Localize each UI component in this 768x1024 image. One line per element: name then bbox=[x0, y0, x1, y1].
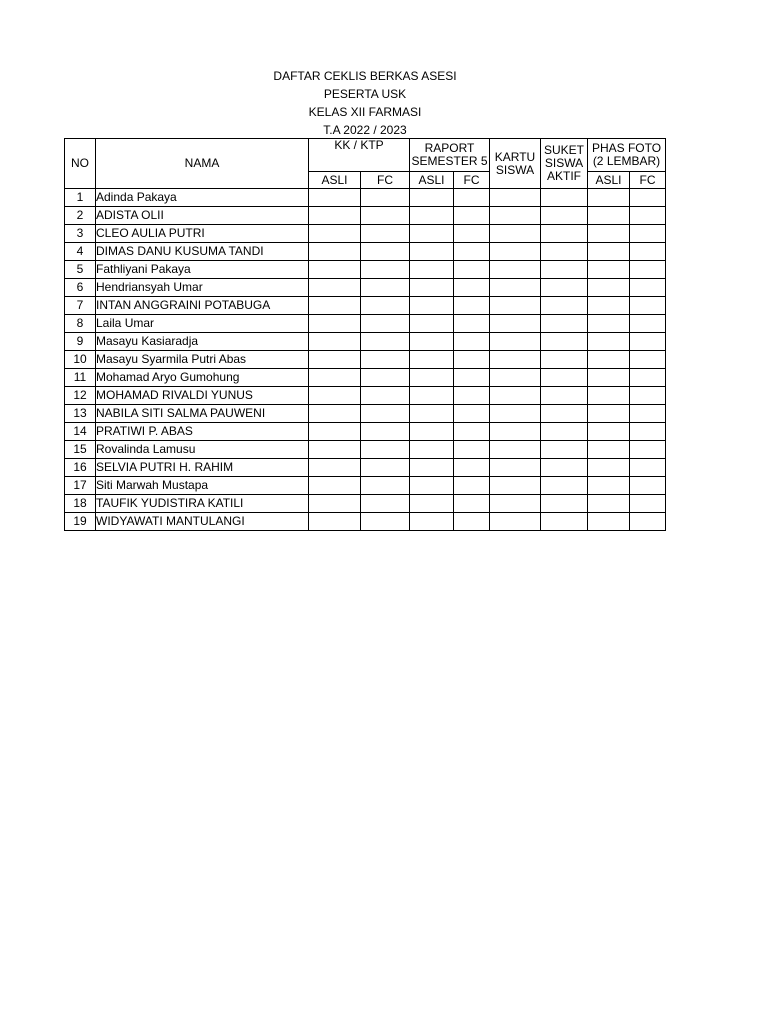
check-kk-asli[interactable] bbox=[309, 315, 361, 333]
header-kartu-siswa bbox=[490, 139, 541, 189]
title-line-4: T.A 2022 / 2023 bbox=[323, 123, 407, 137]
check-raport-asli[interactable] bbox=[410, 261, 454, 279]
check-raport-fc[interactable] bbox=[454, 225, 490, 243]
check-kk-asli[interactable] bbox=[309, 495, 361, 513]
check-raport-fc[interactable] bbox=[454, 405, 490, 423]
header-nama: NAMA bbox=[96, 139, 309, 189]
check-kartu-siswa[interactable] bbox=[490, 513, 541, 531]
check-suket-siswa-aktif[interactable] bbox=[541, 459, 588, 477]
row-number: 1 bbox=[65, 189, 96, 207]
check-raport-asli[interactable] bbox=[410, 189, 454, 207]
check-raport-asli[interactable] bbox=[410, 441, 454, 459]
header-kk-ktp-label: KK / KTP bbox=[334, 138, 384, 152]
check-kk-fc[interactable] bbox=[361, 495, 410, 513]
table-row bbox=[65, 369, 666, 387]
student-name: Rovalinda Lamusu bbox=[96, 441, 309, 459]
table-row bbox=[65, 513, 666, 531]
check-suket-siswa-aktif[interactable] bbox=[541, 261, 588, 279]
check-kartu-siswa[interactable] bbox=[490, 387, 541, 405]
subheader-kk-asli: ASLI bbox=[309, 172, 361, 189]
check-raport-fc[interactable] bbox=[454, 315, 490, 333]
checklist-table bbox=[64, 138, 666, 531]
title-line-1: DAFTAR CEKLIS BERKAS ASESI bbox=[273, 69, 457, 83]
table-row bbox=[65, 297, 666, 315]
check-phas-fc[interactable] bbox=[630, 405, 666, 423]
check-suket-siswa-aktif[interactable] bbox=[541, 297, 588, 315]
check-suket-siswa-aktif[interactable] bbox=[541, 477, 588, 495]
check-raport-asli[interactable] bbox=[410, 351, 454, 369]
student-name: NABILA SITI SALMA PAUWENI bbox=[96, 405, 309, 423]
student-name: Siti Marwah Mustapa bbox=[96, 477, 309, 495]
student-name: WIDYAWATI MANTULANGI bbox=[96, 513, 309, 531]
check-kartu-siswa[interactable] bbox=[490, 333, 541, 351]
check-phas-asli[interactable] bbox=[588, 261, 630, 279]
check-kk-fc[interactable] bbox=[361, 459, 410, 477]
row-number: 6 bbox=[65, 279, 96, 297]
check-kk-fc[interactable] bbox=[361, 297, 410, 315]
subheader-phas-asli: ASLI bbox=[588, 172, 630, 189]
check-kk-asli[interactable] bbox=[309, 459, 361, 477]
row-number: 14 bbox=[65, 423, 96, 441]
check-suket-siswa-aktif[interactable] bbox=[541, 225, 588, 243]
check-kk-asli[interactable] bbox=[309, 351, 361, 369]
header-no: NO bbox=[65, 139, 96, 189]
table-row bbox=[65, 351, 666, 369]
table-row bbox=[65, 423, 666, 441]
header-raport bbox=[410, 139, 490, 172]
check-phas-asli[interactable] bbox=[588, 351, 630, 369]
table-row bbox=[65, 495, 666, 513]
check-suket-siswa-aktif[interactable] bbox=[541, 351, 588, 369]
check-kk-asli[interactable] bbox=[309, 189, 361, 207]
check-phas-fc[interactable] bbox=[630, 369, 666, 387]
row-number: 17 bbox=[65, 477, 96, 495]
row-number: 8 bbox=[65, 315, 96, 333]
check-raport-fc[interactable] bbox=[454, 279, 490, 297]
student-name: SELVIA PUTRI H. RAHIM bbox=[96, 459, 309, 477]
check-kk-asli[interactable] bbox=[309, 225, 361, 243]
check-phas-asli[interactable] bbox=[588, 297, 630, 315]
row-number: 15 bbox=[65, 441, 96, 459]
check-phas-asli[interactable] bbox=[588, 513, 630, 531]
check-kk-fc[interactable] bbox=[361, 423, 410, 441]
student-name: Adinda Pakaya bbox=[96, 189, 309, 207]
check-phas-fc[interactable] bbox=[630, 279, 666, 297]
check-suket-siswa-aktif[interactable] bbox=[541, 315, 588, 333]
check-raport-fc[interactable] bbox=[454, 333, 490, 351]
check-raport-asli[interactable] bbox=[410, 459, 454, 477]
check-suket-siswa-aktif[interactable] bbox=[541, 189, 588, 207]
header-suket-line2: SISWA bbox=[544, 156, 584, 170]
check-raport-fc[interactable] bbox=[454, 459, 490, 477]
check-raport-asli[interactable] bbox=[410, 315, 454, 333]
check-suket-siswa-aktif[interactable] bbox=[541, 243, 588, 261]
check-suket-siswa-aktif[interactable] bbox=[541, 405, 588, 423]
student-name: Laila Umar bbox=[96, 315, 309, 333]
check-phas-asli[interactable] bbox=[588, 225, 630, 243]
check-kk-asli[interactable] bbox=[309, 513, 361, 531]
check-phas-asli[interactable] bbox=[588, 459, 630, 477]
header-suket-line3: AKTIF bbox=[546, 169, 581, 183]
check-kartu-siswa[interactable] bbox=[490, 189, 541, 207]
check-kartu-siswa[interactable] bbox=[490, 477, 541, 495]
check-kk-fc[interactable] bbox=[361, 513, 410, 531]
check-kk-asli[interactable] bbox=[309, 369, 361, 387]
header-kartu-line2: SISWA bbox=[495, 162, 535, 177]
check-kk-fc[interactable] bbox=[361, 477, 410, 495]
check-phas-fc[interactable] bbox=[630, 387, 666, 405]
check-phas-fc[interactable] bbox=[630, 477, 666, 495]
check-raport-asli[interactable] bbox=[410, 477, 454, 495]
check-raport-fc[interactable] bbox=[454, 387, 490, 405]
check-raport-asli[interactable] bbox=[410, 495, 454, 513]
check-kartu-siswa[interactable] bbox=[490, 243, 541, 261]
check-phas-fc[interactable] bbox=[630, 351, 666, 369]
check-phas-asli[interactable] bbox=[588, 387, 630, 405]
check-phas-fc[interactable] bbox=[630, 423, 666, 441]
row-number: 9 bbox=[65, 333, 96, 351]
check-kk-asli[interactable] bbox=[309, 207, 361, 225]
check-raport-asli[interactable] bbox=[410, 369, 454, 387]
check-phas-fc[interactable] bbox=[630, 315, 666, 333]
student-name: PRATIWI P. ABAS bbox=[96, 423, 309, 441]
check-kk-fc[interactable] bbox=[361, 243, 410, 261]
row-number: 3 bbox=[65, 225, 96, 243]
table-row bbox=[65, 261, 666, 279]
table-row bbox=[65, 279, 666, 297]
check-kartu-siswa[interactable] bbox=[490, 369, 541, 387]
document-title bbox=[0, 67, 730, 139]
table-row bbox=[65, 243, 666, 261]
title-line-2: PESERTA USK bbox=[323, 87, 407, 101]
check-kk-fc[interactable] bbox=[361, 315, 410, 333]
check-phas-asli[interactable] bbox=[588, 315, 630, 333]
check-phas-asli[interactable] bbox=[588, 279, 630, 297]
check-suket-siswa-aktif[interactable] bbox=[541, 333, 588, 351]
check-kartu-siswa[interactable] bbox=[490, 495, 541, 513]
row-number: 2 bbox=[65, 207, 96, 225]
check-kartu-siswa[interactable] bbox=[490, 207, 541, 225]
check-phas-fc[interactable] bbox=[630, 189, 666, 207]
check-kk-asli[interactable] bbox=[309, 261, 361, 279]
check-phas-fc[interactable] bbox=[630, 225, 666, 243]
check-raport-fc[interactable] bbox=[454, 189, 490, 207]
header-suket-line1: SUKET bbox=[543, 143, 584, 157]
table-row bbox=[65, 315, 666, 333]
check-raport-fc[interactable] bbox=[454, 423, 490, 441]
check-phas-asli[interactable] bbox=[588, 189, 630, 207]
row-number: 19 bbox=[65, 513, 96, 531]
header-suket-siswa-aktif bbox=[541, 139, 588, 189]
title-line-3: KELAS XII FARMASI bbox=[308, 105, 422, 119]
table-row bbox=[65, 477, 666, 495]
check-phas-asli[interactable] bbox=[588, 333, 630, 351]
check-kk-fc[interactable] bbox=[361, 333, 410, 351]
check-suket-siswa-aktif[interactable] bbox=[541, 369, 588, 387]
check-phas-asli[interactable] bbox=[588, 477, 630, 495]
table-row bbox=[65, 225, 666, 243]
check-phas-asli[interactable] bbox=[588, 369, 630, 387]
header-kartu-line1: KARTU bbox=[494, 149, 536, 164]
row-number: 13 bbox=[65, 405, 96, 423]
header-raport-line1: RAPORT bbox=[424, 141, 475, 155]
check-raport-asli[interactable] bbox=[410, 297, 454, 315]
check-raport-fc[interactable] bbox=[454, 495, 490, 513]
check-phas-asli[interactable] bbox=[588, 243, 630, 261]
check-kk-fc[interactable] bbox=[361, 387, 410, 405]
check-kk-fc[interactable] bbox=[361, 441, 410, 459]
subheader-raport-asli: ASLI bbox=[410, 172, 454, 189]
check-kartu-siswa[interactable] bbox=[490, 261, 541, 279]
check-raport-fc[interactable] bbox=[454, 513, 490, 531]
check-phas-fc[interactable] bbox=[630, 243, 666, 261]
check-kartu-siswa[interactable] bbox=[490, 405, 541, 423]
check-suket-siswa-aktif[interactable] bbox=[541, 513, 588, 531]
check-phas-fc[interactable] bbox=[630, 459, 666, 477]
check-kk-fc[interactable] bbox=[361, 225, 410, 243]
check-suket-siswa-aktif[interactable] bbox=[541, 279, 588, 297]
check-kk-fc[interactable] bbox=[361, 279, 410, 297]
student-name: ADISTA OLII bbox=[96, 207, 309, 225]
check-phas-fc[interactable] bbox=[630, 333, 666, 351]
check-phas-fc[interactable] bbox=[630, 495, 666, 513]
header-phas-line1: PHAS FOTO bbox=[591, 141, 662, 155]
check-kk-asli[interactable] bbox=[309, 387, 361, 405]
check-raport-fc[interactable] bbox=[454, 369, 490, 387]
check-suket-siswa-aktif[interactable] bbox=[541, 495, 588, 513]
check-kk-asli[interactable] bbox=[309, 243, 361, 261]
row-number: 7 bbox=[65, 297, 96, 315]
check-kk-asli[interactable] bbox=[309, 477, 361, 495]
check-kk-asli[interactable] bbox=[309, 405, 361, 423]
check-raport-fc[interactable] bbox=[454, 297, 490, 315]
check-kk-asli[interactable] bbox=[309, 441, 361, 459]
table-row bbox=[65, 387, 666, 405]
row-number: 5 bbox=[65, 261, 96, 279]
student-name: DIMAS DANU KUSUMA TANDI bbox=[96, 243, 309, 261]
check-raport-asli[interactable] bbox=[410, 225, 454, 243]
row-number: 11 bbox=[65, 369, 96, 387]
check-kk-fc[interactable] bbox=[361, 261, 410, 279]
check-raport-asli[interactable] bbox=[410, 513, 454, 531]
student-name: MOHAMAD RIVALDI YUNUS bbox=[96, 387, 309, 405]
header-phas-line2: (2 LEMBAR) bbox=[592, 154, 661, 168]
table-body bbox=[65, 189, 666, 531]
check-phas-asli[interactable] bbox=[588, 207, 630, 225]
check-kartu-siswa[interactable] bbox=[490, 225, 541, 243]
check-raport-fc[interactable] bbox=[454, 441, 490, 459]
header-kk-ktp bbox=[309, 139, 410, 172]
subheader-phas-fc: FC bbox=[630, 172, 666, 189]
check-raport-fc[interactable] bbox=[454, 477, 490, 495]
check-raport-asli[interactable] bbox=[410, 207, 454, 225]
check-suket-siswa-aktif[interactable] bbox=[541, 423, 588, 441]
check-phas-fc[interactable] bbox=[630, 261, 666, 279]
check-phas-asli[interactable] bbox=[588, 441, 630, 459]
check-raport-fc[interactable] bbox=[454, 243, 490, 261]
subheader-raport-fc: FC bbox=[454, 172, 490, 189]
student-name: CLEO AULIA PUTRI bbox=[96, 225, 309, 243]
check-phas-fc[interactable] bbox=[630, 441, 666, 459]
table-row bbox=[65, 441, 666, 459]
row-number: 10 bbox=[65, 351, 96, 369]
check-kk-fc[interactable] bbox=[361, 351, 410, 369]
check-kk-fc[interactable] bbox=[361, 189, 410, 207]
row-number: 18 bbox=[65, 495, 96, 513]
check-raport-fc[interactable] bbox=[454, 207, 490, 225]
check-kk-fc[interactable] bbox=[361, 207, 410, 225]
check-kartu-siswa[interactable] bbox=[490, 297, 541, 315]
table-row bbox=[65, 333, 666, 351]
check-kk-asli[interactable] bbox=[309, 333, 361, 351]
student-name: INTAN ANGGRAINI POTABUGA bbox=[96, 297, 309, 315]
check-raport-asli[interactable] bbox=[410, 423, 454, 441]
student-name: Masayu Kasiaradja bbox=[96, 333, 309, 351]
student-name: Masayu Syarmila Putri Abas bbox=[96, 351, 309, 369]
check-raport-asli[interactable] bbox=[410, 333, 454, 351]
check-raport-asli[interactable] bbox=[410, 279, 454, 297]
check-kartu-siswa[interactable] bbox=[490, 423, 541, 441]
check-kk-fc[interactable] bbox=[361, 369, 410, 387]
check-raport-fc[interactable] bbox=[454, 261, 490, 279]
check-kartu-siswa[interactable] bbox=[490, 441, 541, 459]
subheader-kk-fc: FC bbox=[361, 172, 410, 189]
student-name: Mohamad Aryo Gumohung bbox=[96, 369, 309, 387]
row-number: 16 bbox=[65, 459, 96, 477]
check-phas-fc[interactable] bbox=[630, 513, 666, 531]
student-name: TAUFIK YUDISTIRA KATILI bbox=[96, 495, 309, 513]
check-kk-asli[interactable] bbox=[309, 279, 361, 297]
check-kartu-siswa[interactable] bbox=[490, 279, 541, 297]
check-phas-asli[interactable] bbox=[588, 405, 630, 423]
check-kk-asli[interactable] bbox=[309, 297, 361, 315]
check-kartu-siswa[interactable] bbox=[490, 315, 541, 333]
student-name: Hendriansyah Umar bbox=[96, 279, 309, 297]
check-suket-siswa-aktif[interactable] bbox=[541, 387, 588, 405]
check-kk-fc[interactable] bbox=[361, 405, 410, 423]
header-raport-line2: SEMESTER 5 bbox=[411, 154, 488, 168]
check-phas-fc[interactable] bbox=[630, 297, 666, 315]
check-kartu-siswa[interactable] bbox=[490, 351, 541, 369]
check-suket-siswa-aktif[interactable] bbox=[541, 207, 588, 225]
check-raport-asli[interactable] bbox=[410, 243, 454, 261]
table-row bbox=[65, 189, 666, 207]
check-raport-asli[interactable] bbox=[410, 387, 454, 405]
check-kk-asli[interactable] bbox=[309, 423, 361, 441]
student-name: Fathliyani Pakaya bbox=[96, 261, 309, 279]
check-raport-fc[interactable] bbox=[454, 351, 490, 369]
row-number: 4 bbox=[65, 243, 96, 261]
check-raport-asli[interactable] bbox=[410, 405, 454, 423]
check-kartu-siswa[interactable] bbox=[490, 459, 541, 477]
check-suket-siswa-aktif[interactable] bbox=[541, 441, 588, 459]
table-row bbox=[65, 459, 666, 477]
check-phas-asli[interactable] bbox=[588, 423, 630, 441]
table-row bbox=[65, 207, 666, 225]
check-phas-asli[interactable] bbox=[588, 495, 630, 513]
header-phas-foto bbox=[588, 139, 666, 172]
check-phas-fc[interactable] bbox=[630, 207, 666, 225]
table-row bbox=[65, 405, 666, 423]
row-number: 12 bbox=[65, 387, 96, 405]
